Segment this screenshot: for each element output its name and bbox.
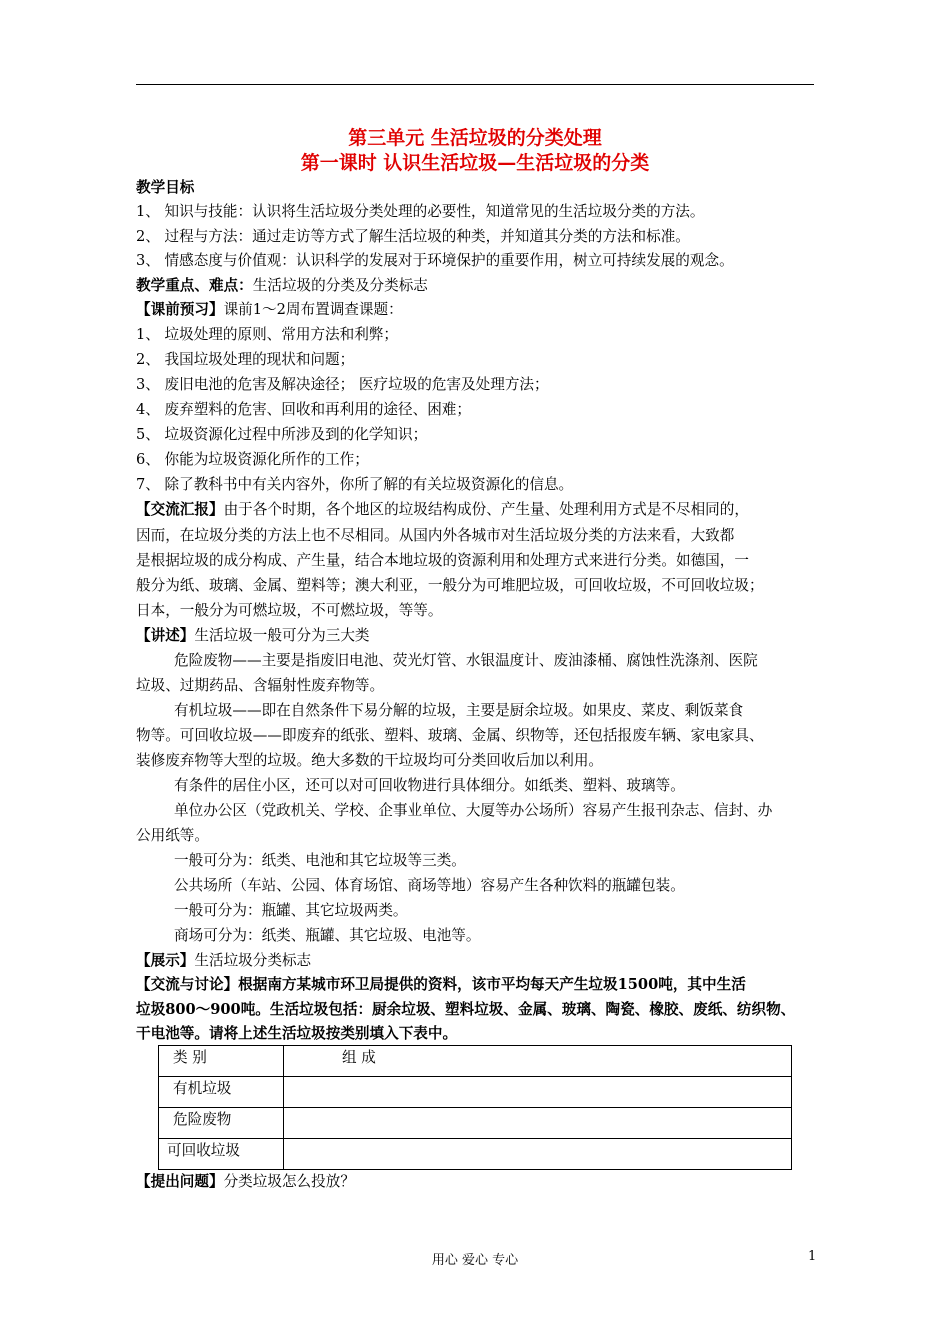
lecture-line: 有机垃圾——即在自然条件下易分解的垃圾，主要是厨余垃圾。如果皮、菜皮、剩饭菜食 — [174, 702, 744, 719]
lecture-line: 一般可分为：瓶罐、其它垃圾两类。 — [174, 902, 408, 919]
lecture-line: 商场可分为：纸类、瓶罐、其它垃圾、电池等。 — [174, 927, 481, 944]
table-header-composition: 组 成 — [284, 1046, 792, 1077]
lecture-line: 垃圾、过期药品、含辐射性废弃物等。 — [136, 677, 385, 694]
goal-item: 3、 情感态度与价值观：认识科学的发展对于环境保护的重要作用，树立可持续发展的观念。 — [136, 252, 734, 269]
table-row — [159, 1139, 792, 1170]
preview-item: 4、 废弃塑料的危害、回收和再利用的途径、困难； — [136, 401, 471, 418]
preview — [136, 300, 816, 320]
discuss-label: 【交流与讨论】 — [136, 976, 239, 993]
lecture-line: 装修废弃物等大型的垃圾。绝大多数的干垃圾均可分类回收后加以利用。 — [136, 752, 604, 769]
lecture-text: 生活垃圾一般可分为三大类 — [194, 627, 370, 644]
keypoints — [136, 276, 816, 296]
lecture-line: 单位办公区（党政机关、学校、企事业单位、大厦等办公场所）容易产生报刊杂志、信封、办 — [174, 802, 773, 819]
exchange-line: 因而，在垃圾分类的方法上也不尽相同。从国内外各城市对生活垃圾分类的方法来看，大致都 — [136, 527, 735, 544]
preview-label: 【课前预习】 — [136, 301, 224, 318]
exchange-text: 由于各个时期，各个地区的垃圾结构成份、产生量、处理利用方式是不尽相同的， — [223, 501, 749, 518]
table-row — [159, 1108, 792, 1139]
lecture-line: 物等。可回收垃圾——即废弃的纸张、塑料、玻璃、金属、织物等，还包括报废车辆、家电家具、 — [136, 727, 764, 744]
lecture-line: 有条件的居住小区，还可以对可回收物进行具体细分。如纸类、塑料、玻璃等。 — [174, 777, 685, 794]
show-label: 【展示】 — [136, 952, 195, 969]
table-cell-category: 可回收垃圾 — [159, 1139, 284, 1170]
lecture-line: 公用纸等。 — [136, 827, 209, 844]
preview-item: 6、 你能为垃圾资源化所作的工作； — [136, 451, 369, 468]
exchange-line: 日本，一般分为可燃垃圾，不可燃垃圾，等等。 — [136, 602, 443, 619]
unit-title: 第三单元 生活垃圾的分类处理 — [348, 127, 602, 149]
discuss-text: 根据南方某城市环卫局提供的资料，该市平均每天产生垃圾1500吨，其中生活 — [238, 976, 746, 993]
preview-item: 7、 除了教科书中有关内容外，你所了解的有关垃圾资源化的信息。 — [136, 476, 574, 493]
goals-heading: 教学目标 — [136, 179, 195, 196]
table-cell-composition[interactable] — [284, 1139, 792, 1170]
keypoints-label: 教学重点、难点： — [136, 277, 253, 294]
exchange-label: 【交流汇报】 — [136, 501, 224, 518]
discuss-line: 干电池等。请将上述生活垃圾按类别填入下表中。 — [136, 1025, 458, 1042]
preview-item: 5、 垃圾资源化过程中所涉及到的化学知识； — [136, 426, 428, 443]
preview-item: 1、 垃圾处理的原则、常用方法和利弊； — [136, 326, 399, 343]
table-header-row — [159, 1046, 792, 1077]
lecture-line: 危险废物——主要是指废旧电池、荧光灯管、水银温度计、废油漆桶、腐蚀性洗涤剂、医院 — [174, 652, 758, 669]
table-cell-composition[interactable] — [284, 1077, 792, 1108]
goal-item: 2、 过程与方法：通过走访等方式了解生活垃圾的种类，并知道其分类的方法和标准。 — [136, 228, 690, 245]
question-line — [136, 1172, 816, 1192]
exchange-line: 是根据垃圾的成分构成、产生量，结合本地垃圾的资源利用和处理方式来进行分类。如德国，一 — [136, 552, 749, 569]
lecture-heading — [136, 626, 816, 646]
discuss-line — [136, 975, 816, 995]
exchange-line — [136, 500, 816, 520]
question-label: 【提出问题】 — [136, 1173, 224, 1190]
lecture-line: 一般可分为：纸类、电池和其它垃圾等三类。 — [174, 852, 466, 869]
show-text: 生活垃圾分类标志 — [194, 952, 312, 969]
lecture-label: 【讲述】 — [136, 627, 195, 644]
table-row — [159, 1077, 792, 1108]
table-cell-category: 有机垃圾 — [159, 1077, 284, 1108]
preview-item: 2、 我国垃圾处理的现状和问题； — [136, 351, 355, 368]
footer-motto: 用心 爱心 专心 — [431, 1253, 519, 1268]
header-rule — [136, 84, 814, 85]
exchange-line: 般分为纸、玻璃、金属、塑料等；澳大利亚，一般分为可堆肥垃圾，可回收垃圾，不可回收垃圾； — [136, 577, 764, 594]
table-cell-composition[interactable] — [284, 1108, 792, 1139]
table-header-category: 类 别 — [159, 1046, 284, 1077]
show-line — [136, 951, 816, 971]
keypoints-text: 生活垃圾的分类及分类标志 — [252, 277, 428, 294]
lecture-line: 公共场所（车站、公园、体育场馆、商场等地）容易产生各种饮料的瓶罐包装。 — [174, 877, 685, 894]
table-cell-category: 危险废物 — [159, 1108, 284, 1139]
goal-item: 1、 知识与技能：认识将生活垃圾分类处理的必要性，知道常见的生活垃圾分类的方法。 — [136, 203, 705, 220]
classification-table — [158, 1045, 792, 1170]
discuss-line: 垃圾800～900吨。生活垃圾包括：厨余垃圾、塑料垃圾、金属、玻璃、陶瓷、橡胶、废纸、纺织物、 — [136, 1001, 796, 1018]
question-text: 分类垃圾怎么投放？ — [223, 1173, 355, 1190]
preview-item: 3、 废旧电池的危害及解决途径； 医疗垃圾的危害及处理方法； — [136, 376, 549, 393]
page-number: 1 — [808, 1249, 817, 1264]
preview-text: 课前1～2周布置调查课题： — [223, 301, 403, 318]
lesson-title: 第一课时 认识生活垃圾—生活垃圾的分类 — [300, 152, 650, 174]
